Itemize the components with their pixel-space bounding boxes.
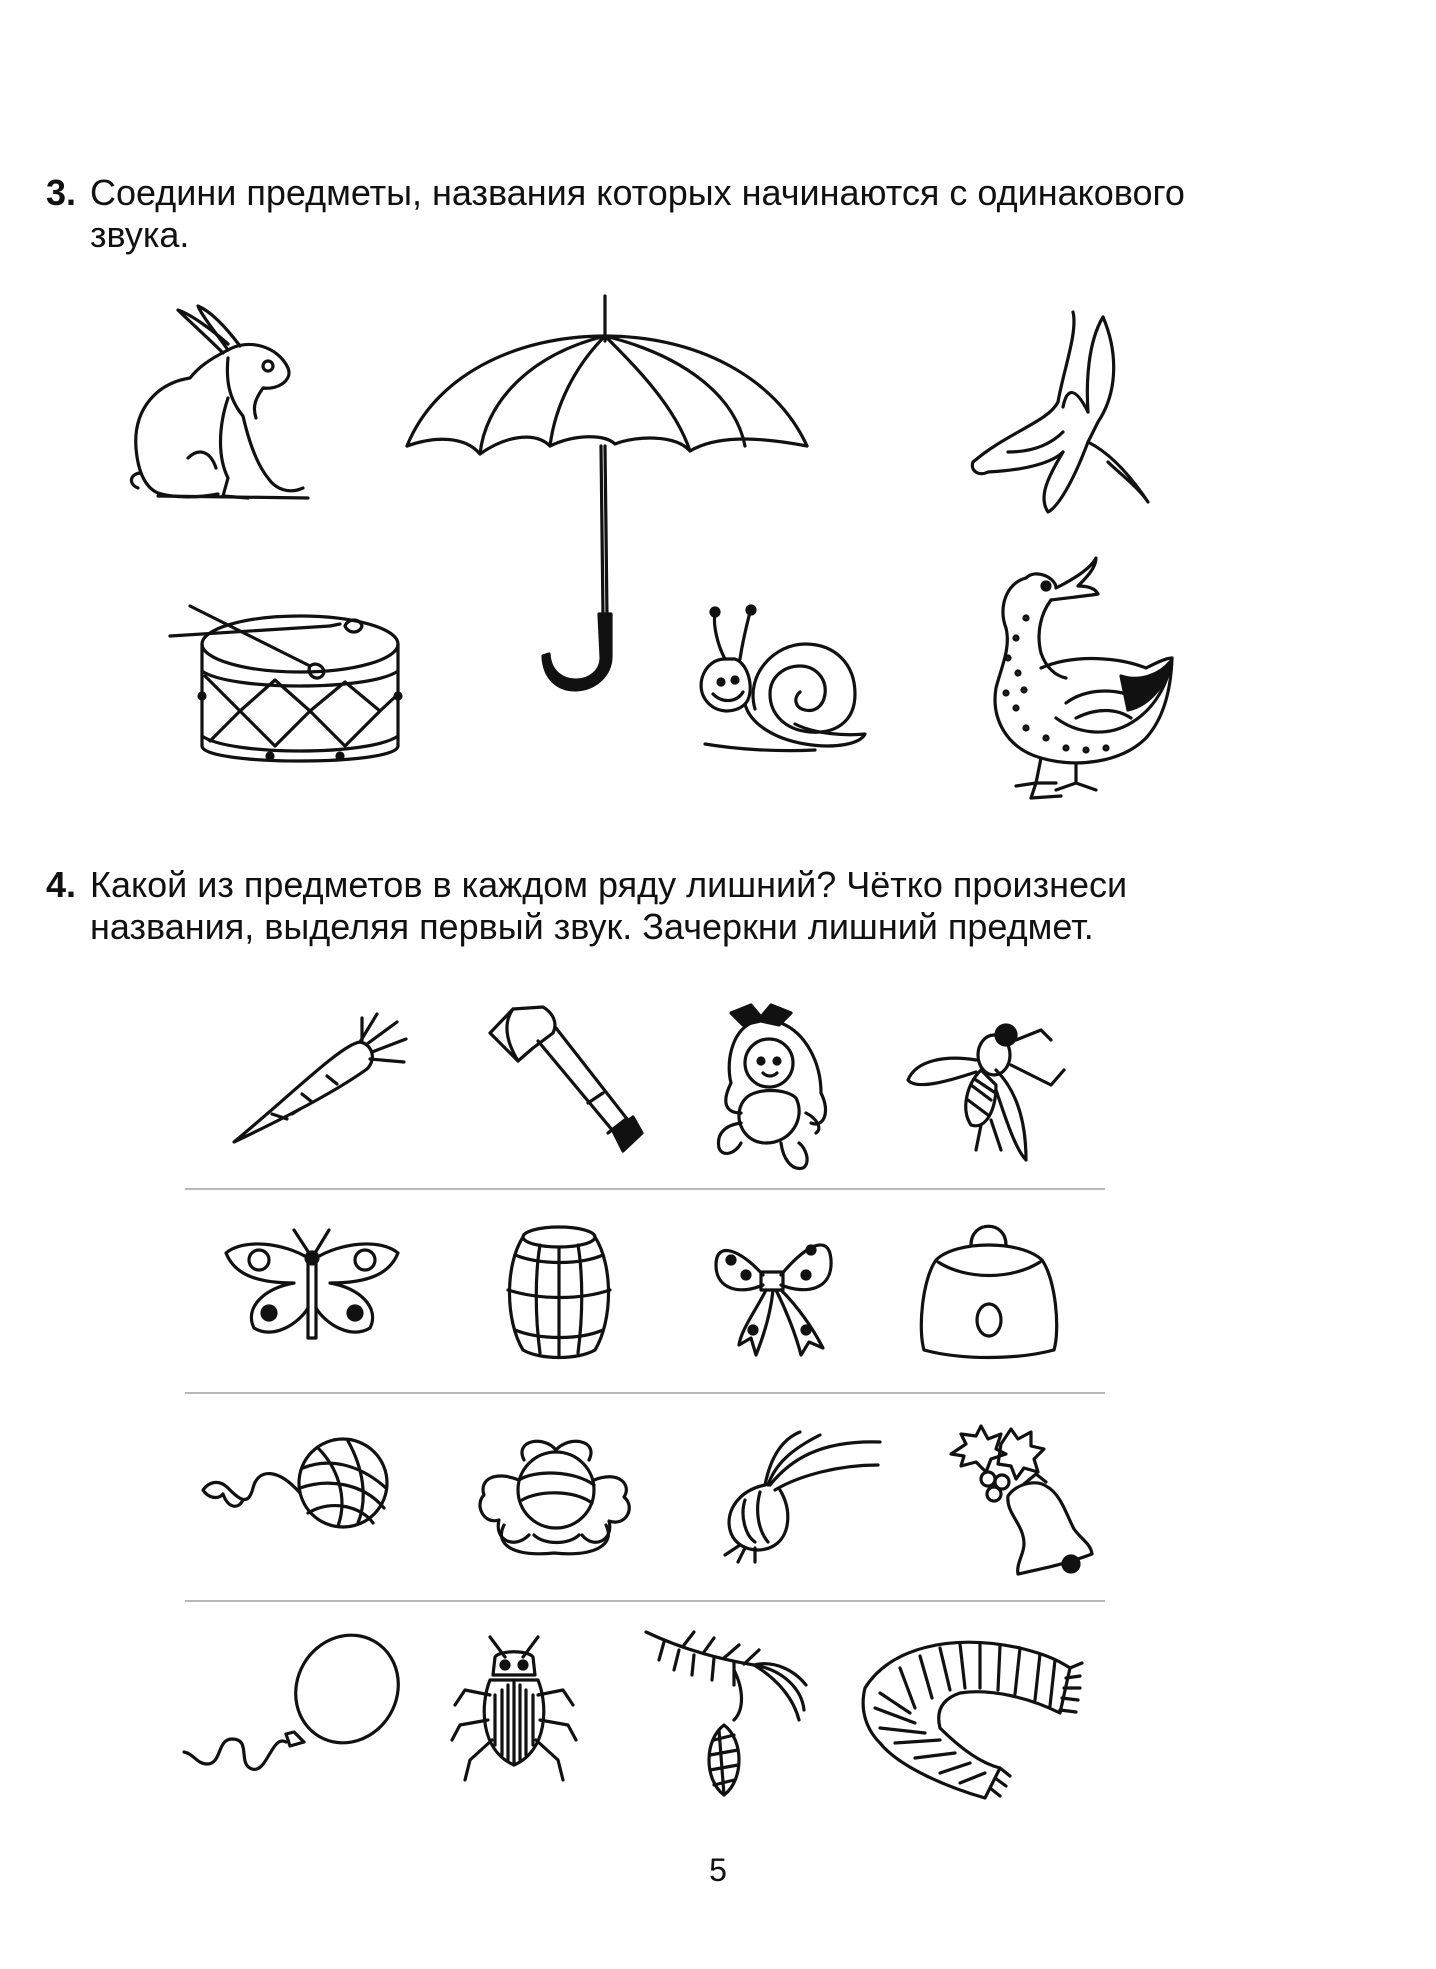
task-3-number: 3. [46, 172, 77, 213]
pine-cone-icon[interactable] [644, 1630, 809, 1798]
row-divider [185, 1600, 1105, 1602]
scarf-icon[interactable] [860, 1628, 1082, 1800]
task-3-heading [46, 172, 1266, 256]
task-3-text-line-1: Соедини предметы, названия которых начинаются с одинакового [90, 172, 1185, 213]
page-number: 5 [709, 1852, 727, 1888]
task-4-heading [46, 864, 1266, 948]
doll-icon[interactable] [711, 1003, 843, 1173]
onion-icon[interactable] [720, 1430, 882, 1562]
carrot-icon[interactable] [232, 1014, 408, 1144]
task-3-text-line-2: звука. [90, 214, 190, 255]
duck-icon[interactable] [946, 558, 1174, 808]
row-divider [185, 1188, 1105, 1190]
bow-icon[interactable] [711, 1220, 833, 1360]
row-divider [185, 1392, 1105, 1394]
bag-icon[interactable] [916, 1220, 1062, 1360]
drum-icon[interactable] [170, 596, 402, 788]
beetle-icon[interactable] [450, 1635, 578, 1787]
hare-icon[interactable] [128, 298, 318, 513]
butterfly-icon[interactable] [224, 1228, 400, 1340]
snail-icon[interactable] [695, 604, 867, 756]
cabbage-icon[interactable] [474, 1435, 636, 1557]
task-4-text-line-2: названия, выделяя первый звук. Зачеркни лишний предмет. [90, 906, 1094, 947]
hammer-icon[interactable] [488, 1003, 644, 1165]
banana-icon[interactable] [968, 312, 1158, 514]
barrel-icon[interactable] [500, 1225, 618, 1360]
task-4-text-line-1: Какой из предметов в каждом ряду лишний? Чётко произнеси [90, 864, 1128, 905]
bell-icon[interactable] [946, 1424, 1094, 1574]
balloon-icon[interactable] [182, 1634, 400, 1784]
task-4-number: 4. [46, 864, 77, 905]
fly-icon[interactable] [906, 1010, 1064, 1160]
yarn-ball-icon[interactable] [198, 1438, 390, 1542]
